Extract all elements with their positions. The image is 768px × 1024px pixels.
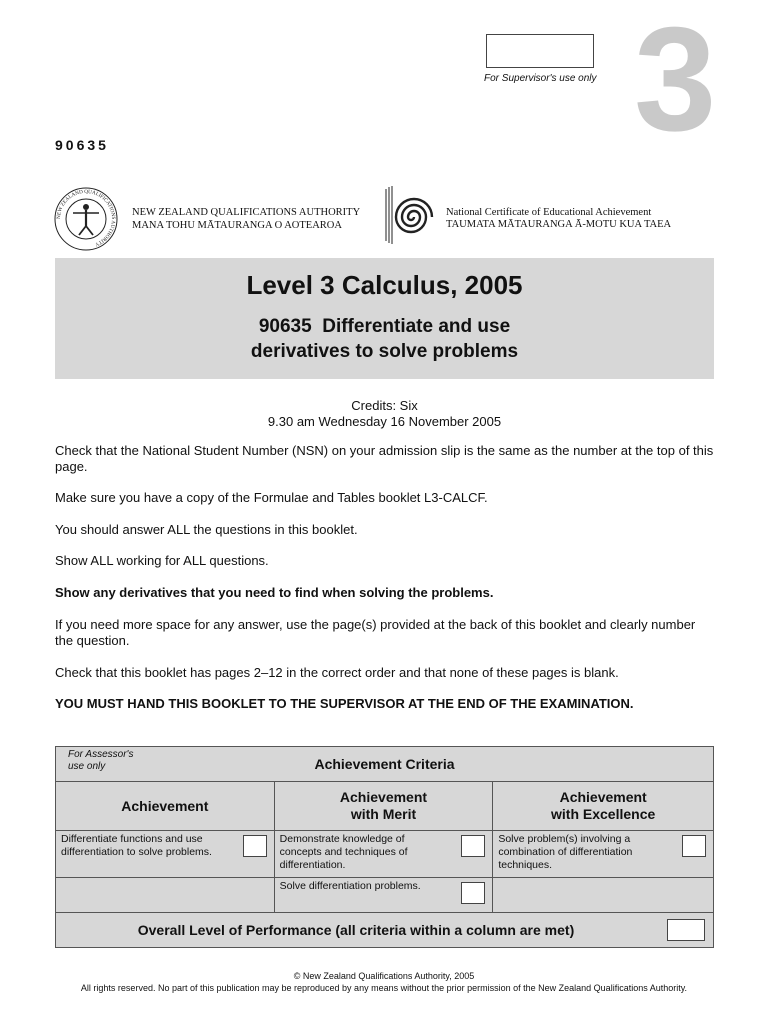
- column-excellence: [493, 782, 714, 831]
- nzqa-name-line2: MANA TOHU MĀTAURANGA O AOTEAROA: [132, 220, 342, 231]
- instruction-formulae: Make sure you have a copy of the Formulae and Tables booklet L3-CALCF.: [55, 490, 488, 505]
- criterion-text: Differentiate functions and use differentiation to solve problems.: [61, 833, 212, 858]
- column-merit-line2: with Merit: [350, 806, 417, 822]
- overall-performance-box[interactable]: [667, 919, 705, 941]
- nzqa-seal-logo: [53, 186, 119, 252]
- column-merit: [274, 782, 493, 831]
- exam-info: [55, 398, 714, 430]
- overall-performance-label: Overall Level of Performance (all criteria within a column are met): [137, 922, 575, 938]
- credits: Credits: Six: [351, 398, 418, 413]
- instruction-check-pages: Check that this booklet has pages 2–12 in the correct order and that none of these pages is blank.: [55, 665, 619, 680]
- assessor-checkbox[interactable]: [682, 835, 706, 857]
- criterion-merit: [274, 831, 493, 878]
- instruction-show-derivatives: Show any derivatives that you need to find when solving the problems.: [55, 585, 494, 600]
- criterion-text: Demonstrate knowledge of concepts and techniques of differentiation.: [279, 833, 408, 871]
- assessor-note: [68, 749, 133, 773]
- nzqa-seal-text: NEW ZEALAND QUALIFICATIONS AUTHORITY: [55, 188, 117, 248]
- ncea-spiral-logo: [384, 183, 440, 247]
- exam-code: 90635: [55, 137, 109, 153]
- criterion-excellence: [493, 831, 714, 878]
- standard-title-line2: derivatives to solve problems: [250, 341, 519, 362]
- copyright: © New Zealand Qualifications Authority, 2005: [293, 971, 475, 981]
- achievement-criteria-table: [55, 746, 714, 948]
- column-achievement: [56, 782, 275, 831]
- criterion-merit-2: [274, 878, 493, 913]
- rights-notice: All rights reserved. No part of this publication may be reproduced by any means without the prior permission of the New Zealand Qualifications Authority.: [80, 983, 688, 993]
- nzqa-name: [132, 206, 360, 232]
- column-excellence-line2: with Excellence: [551, 806, 656, 822]
- instruction-hand-in: YOU MUST HAND THIS BOOKLET TO THE SUPERVISOR AT THE END OF THE EXAMINATION.: [55, 696, 634, 711]
- ncea-name-line1: National Certificate of Educational Achievement: [446, 207, 652, 218]
- column-merit-line1: Achievement: [339, 789, 428, 805]
- assessor-note-line1: For Assessor's: [68, 749, 134, 760]
- nzqa-name-line1: NEW ZEALAND QUALIFICATIONS AUTHORITY: [132, 207, 361, 218]
- instruction-nsn: Check that the National Student Number (NSN) on your admission slip is the same as the number at the top of this page.: [55, 443, 714, 474]
- criterion-text: Solve problem(s) involving a combination of differentiation techniques.: [498, 833, 633, 871]
- overall-performance-row: [56, 913, 714, 948]
- criterion-text: Solve differentiation problems.: [279, 880, 421, 892]
- exam-title: Level 3 Calculus, 2005: [246, 270, 523, 300]
- column-achievement-line1: Achievement: [121, 797, 209, 814]
- supervisor-label: For Supervisor's use only: [484, 73, 597, 84]
- standard-title-line1: 90635 Differentiate and use: [258, 316, 511, 337]
- criteria-header: [56, 747, 714, 782]
- instruction-more-space: If you need more space for any answer, use the page(s) provided at the back of this booklet and clearly number the question.: [55, 617, 696, 648]
- ncea-name: [446, 207, 671, 231]
- level-number: 3: [634, 0, 717, 162]
- criteria-title: Achievement Criteria: [314, 756, 455, 772]
- criterion-empty: [56, 878, 275, 913]
- supervisor-use-box: [486, 34, 594, 68]
- title-band: [55, 258, 714, 379]
- instruction-answer-all: You should answer ALL the questions in this booklet.: [55, 522, 358, 537]
- assessor-checkbox[interactable]: [461, 882, 485, 904]
- assessor-checkbox[interactable]: [461, 835, 485, 857]
- column-excellence-line1: Achievement: [559, 789, 647, 805]
- criterion-achievement: [56, 831, 275, 878]
- assessor-note-line2: use only: [68, 761, 106, 772]
- standard-title: [55, 314, 714, 364]
- ncea-name-line2: TAUMATA MĀTAURANGA Ā-MOTU KUA TAEA: [446, 219, 672, 230]
- assessor-checkbox[interactable]: [243, 835, 267, 857]
- instruction-show-working: Show ALL working for ALL questions.: [55, 553, 269, 568]
- criterion-empty: [493, 878, 714, 913]
- exam-date: 9.30 am Wednesday 16 November 2005: [267, 414, 502, 429]
